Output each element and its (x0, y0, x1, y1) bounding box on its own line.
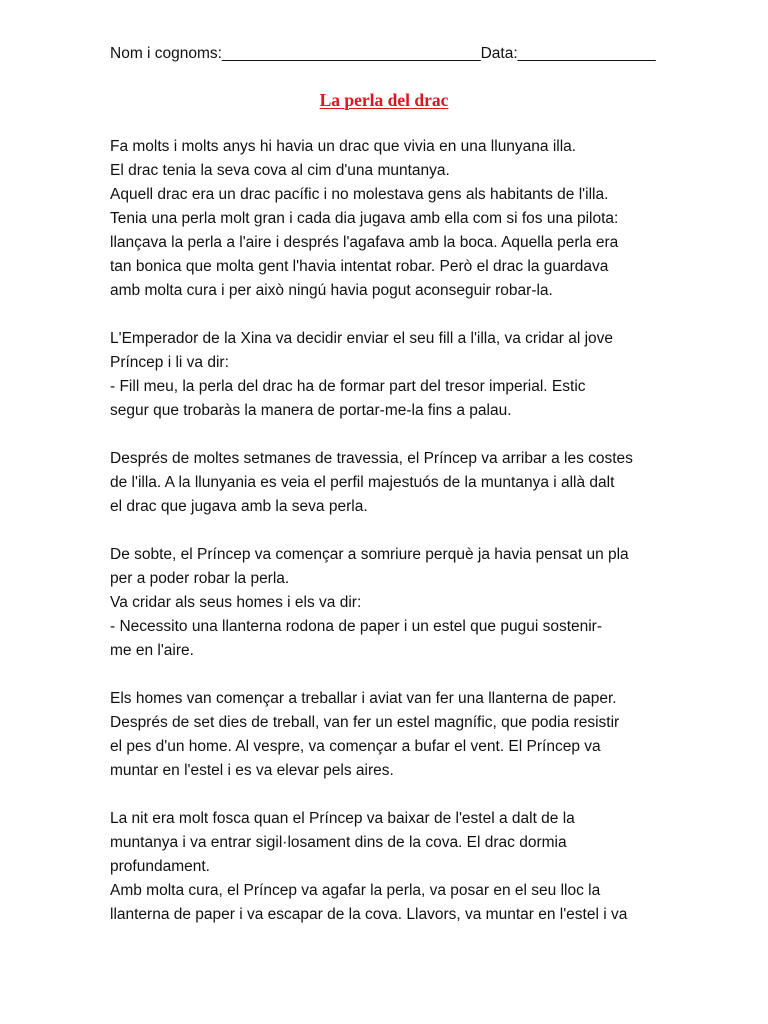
paragraph-line: tan bonica que molta gent l'havia intentat robar. Però el drac la guardava (110, 258, 609, 275)
paragraph-line: segur que trobaràs la manera de portar-me-la fins a palau. (110, 402, 512, 419)
paragraph-line: muntar en l'estel i es va elevar pels aires. (110, 762, 394, 779)
paragraph-line: Després de moltes setmanes de travessia, el Príncep va arribar a les costes (110, 450, 633, 467)
paragraph-line: de l'illa. A la llunyania es veia el perfil majestuós de la muntanya i allà dalt (110, 474, 615, 491)
paragraph-line: El drac tenia la seva cova al cim d'una muntanya. (110, 162, 450, 179)
story-paragraph (110, 447, 670, 519)
paragraph-line: Després de set dies de treball, van fer un estel magnífic, que podia resistir (110, 714, 620, 731)
paragraph-line: muntanya i va entrar sigil·losament dins de la cova. El drac dormia (110, 834, 567, 851)
paragraph-line: - Fill meu, la perla del drac ha de formar part del tresor imperial. Estic (110, 378, 586, 395)
paragraph-line: me en l'aire. (110, 642, 194, 659)
paragraph-line: La nit era molt fosca quan el Príncep va baixar de l'estel a dalt de la (110, 810, 575, 827)
paragraph-line: Aquell drac era un drac pacífic i no molestava gens als habitants de l'illa. (110, 186, 609, 203)
paragraph-line: per a poder robar la perla. (110, 570, 290, 587)
paragraph-line: L'Emperador de la Xina va decidir enviar el seu fill a l'illa, va cridar al jove (110, 330, 614, 347)
name-date-line: Nom i cognoms:______________________________Data:________________ (110, 45, 656, 62)
story-paragraph (110, 543, 670, 663)
paragraph-line: Fa molts i molts anys hi havia un drac que vivia en una llunyana illa. (110, 138, 577, 155)
paragraph-line: Els homes van començar a treballar i aviat van fer una llanterna de paper. (110, 690, 617, 707)
paragraph-line: De sobte, el Príncep va començar a somriure perquè ja havia pensat un pla (110, 546, 629, 563)
story-paragraph (110, 327, 670, 423)
paragraph-line: Amb molta cura, el Príncep va agafar la perla, va posar en el seu lloc la (110, 882, 601, 899)
paragraph-line: Tenia una perla molt gran i cada dia jugava amb ella com si fos una pilota: (110, 210, 619, 227)
paragraph-line: el pes d'un home. Al vespre, va començar a bufar el vent. El Príncep va (110, 738, 601, 755)
paragraph-line: Príncep i li va dir: (110, 354, 229, 371)
paragraph-line: llançava la perla a l'aire i després l'agafava amb la boca. Aquella perla era (110, 234, 619, 251)
paragraph-line: el drac que jugava amb la seva perla. (110, 498, 368, 515)
page-title: La perla del drac (319, 90, 449, 110)
paragraph-line: Va cridar als seus homes i els va dir: (110, 594, 362, 611)
paragraph-line: - Necessito una llanterna rodona de paper i un estel que pugui sostenir- (110, 618, 603, 635)
story-paragraph (110, 807, 670, 927)
paragraph-line: profundament. (110, 858, 210, 875)
story-body (110, 135, 670, 951)
paragraph-line: llanterna de paper i va escapar de la cova. Llavors, va muntar en l'estel i va (110, 906, 628, 923)
story-paragraph (110, 687, 670, 783)
story-paragraph (110, 135, 670, 303)
paragraph-line: amb molta cura i per això ningú havia pogut aconseguir robar-la. (110, 282, 553, 299)
